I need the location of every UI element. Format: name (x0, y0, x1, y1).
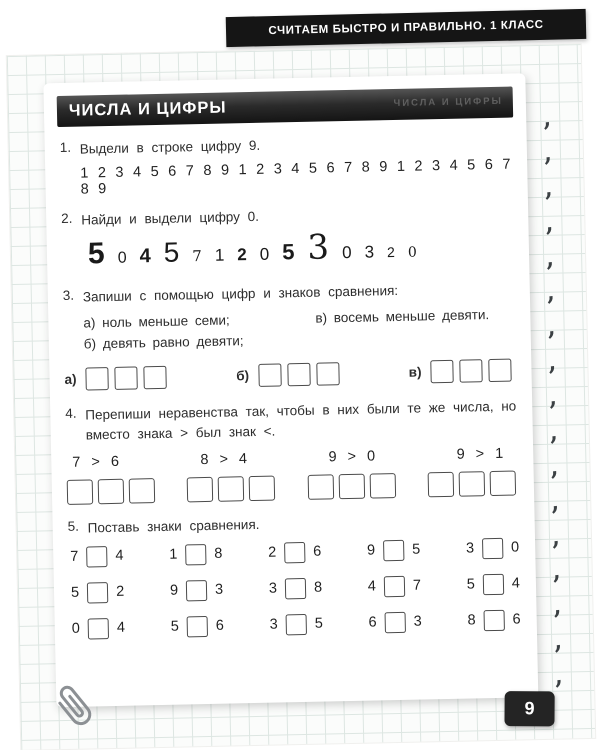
inequality (72, 454, 119, 471)
left-number: 4 (367, 578, 377, 596)
inequality (328, 449, 375, 466)
greater-sign: > (475, 446, 485, 463)
item-a-label: а) (83, 314, 96, 331)
right-number: 1 (494, 446, 504, 463)
answer-box[interactable] (86, 546, 107, 567)
comparison-item (368, 575, 422, 597)
answer-box[interactable] (490, 471, 517, 497)
comparison-item (467, 609, 521, 631)
exercise-5-number: 5. (67, 518, 80, 535)
digit-glyph: 0 (117, 249, 127, 267)
left-number: 8 (467, 612, 476, 629)
answer-box[interactable] (428, 472, 455, 498)
answer-box[interactable] (287, 363, 310, 386)
digit-glyph: 0 (341, 243, 352, 263)
digit-glyph: 4 (139, 245, 151, 268)
greater-sign: > (91, 454, 101, 471)
answer-box[interactable] (284, 542, 305, 563)
right-number: 4 (238, 451, 248, 468)
comparison-item (367, 539, 421, 561)
exercise-2-number: 2. (61, 210, 73, 226)
comparison-item (368, 611, 422, 633)
left-number: 0 (71, 621, 81, 638)
digit-glyph: 5 (87, 237, 105, 271)
answer-group (236, 362, 339, 387)
item-v-label: в) (315, 310, 328, 326)
exercise-5-grid (70, 537, 521, 639)
answer-box-group (187, 476, 276, 503)
answer-group-label: а) (64, 371, 77, 388)
item-b-text: девять равно девяти; (102, 333, 244, 352)
answer-box[interactable] (286, 614, 307, 635)
inequality (200, 451, 247, 468)
right-number: 0 (510, 539, 520, 557)
answer-box[interactable] (316, 362, 339, 385)
comparison-item (72, 618, 126, 640)
answer-box[interactable] (114, 367, 137, 390)
right-number: 4 (116, 620, 126, 637)
exercise-1-text: Выдели в строке цифру 9. (79, 137, 261, 157)
exercise-2 (61, 201, 512, 230)
comparison-item (269, 577, 323, 599)
binder-mark: , (549, 487, 561, 516)
exercise-4-inequalities (66, 446, 517, 471)
comparison-item (269, 613, 323, 635)
digit-glyph: 0 (407, 244, 417, 261)
title-ghost-print: ЧИСЛА И ЦИФРЫ (393, 95, 503, 109)
exercise-4 (65, 397, 517, 446)
answer-box-group (307, 473, 396, 500)
digit-row-ex1: 1 2 3 4 5 6 7 8 9 1 2 3 4 5 6 7 8 9 1 2 3 4 5 6 7 8 9 (80, 156, 512, 198)
comparison-item (171, 616, 225, 638)
exercise-3-item-v (315, 305, 489, 329)
left-number: 7 (72, 454, 81, 472)
right-number: 5 (412, 541, 421, 559)
answer-box[interactable] (307, 475, 334, 501)
right-number: 6 (110, 454, 120, 471)
answer-box[interactable] (483, 574, 504, 595)
binder-mark: , (547, 418, 559, 447)
answer-box[interactable] (143, 366, 166, 389)
answer-box[interactable] (249, 476, 276, 502)
book-header-bar (226, 9, 587, 47)
right-number: 2 (115, 584, 125, 601)
exercise-3-item-b (84, 331, 244, 355)
right-number: 0 (366, 448, 376, 465)
exercise-4-number: 4. (65, 405, 77, 422)
item-v-text: восемь меньше девяти. (333, 306, 490, 325)
right-number: 6 (512, 611, 521, 628)
comparison-row (70, 537, 519, 567)
grid-paper-sheet (7, 44, 595, 750)
answer-group (64, 366, 166, 391)
paperclip-icon (46, 678, 103, 740)
answer-box[interactable] (129, 478, 156, 504)
page-number-tab (504, 691, 554, 726)
right-number: 3 (413, 613, 422, 631)
digit-glyph: 5 (281, 239, 295, 265)
comparison-item (170, 580, 224, 602)
answer-box[interactable] (483, 610, 504, 631)
exercise-4-answer-boxes (67, 471, 516, 505)
binder-mark: , (548, 453, 560, 481)
left-number: 2 (268, 544, 277, 562)
right-number: 8 (214, 546, 223, 563)
left-number: 9 (328, 449, 337, 466)
answer-box[interactable] (187, 477, 214, 503)
exercise-3-text: Запиши с помощью цифр и знаков сравнения: (82, 283, 399, 305)
digit-glyph: 0 (259, 244, 270, 264)
binder-mark: , (545, 313, 557, 342)
answer-box-group (428, 471, 517, 498)
answer-box[interactable] (85, 367, 108, 390)
left-number: 9 (366, 542, 376, 560)
binder-mark: , (551, 627, 564, 656)
binder-mark: , (546, 348, 558, 377)
left-number: 9 (169, 582, 179, 600)
answer-box[interactable] (459, 359, 482, 382)
left-number: 7 (70, 549, 79, 566)
answer-box[interactable] (218, 477, 245, 503)
left-number: 3 (268, 580, 278, 598)
binder-mark: , (543, 243, 556, 272)
right-number: 6 (313, 543, 322, 561)
answer-box[interactable] (187, 616, 208, 637)
answer-box[interactable] (384, 576, 405, 597)
digit-glyph: 7 (192, 247, 203, 266)
left-number: 1 (169, 547, 178, 564)
item-b-label: б) (83, 336, 97, 352)
answer-box[interactable] (185, 544, 206, 565)
book-title: СЧИТАЕМ БЫСТРО И ПРАВИЛЬНО. 1 КЛАСС (268, 18, 544, 38)
answer-box[interactable] (186, 580, 207, 601)
binder-mark: , (540, 104, 553, 133)
worksheet-card (43, 73, 538, 707)
comparison-item (268, 541, 322, 563)
left-number: 8 (200, 452, 209, 469)
digit-glyph: 3 (364, 242, 375, 262)
left-number: 9 (456, 446, 465, 464)
answer-box[interactable] (98, 479, 125, 505)
answer-box[interactable] (369, 473, 396, 499)
right-number: 6 (215, 618, 225, 635)
answer-box[interactable] (430, 360, 453, 383)
answer-box[interactable] (67, 480, 94, 506)
comparison-item (467, 573, 521, 595)
right-number: 3 (214, 582, 224, 599)
right-number: 5 (314, 615, 323, 633)
exercise-3-answer-row (64, 359, 511, 391)
answer-box[interactable] (258, 364, 281, 387)
binder-mark: , (544, 278, 556, 307)
right-number: 4 (511, 575, 521, 592)
answer-box[interactable] (87, 582, 108, 603)
exercise-5-text: Поставь знаки сравнения. (87, 517, 260, 536)
left-number: 3 (465, 540, 475, 557)
answer-box[interactable] (459, 471, 486, 497)
answer-box[interactable] (338, 474, 365, 500)
inequality (456, 446, 503, 463)
digit-glyph: 5 (163, 236, 180, 268)
right-number: 4 (115, 548, 124, 565)
answer-box-group (67, 478, 156, 505)
digit-glyph: 2 (386, 244, 396, 261)
answer-box[interactable] (88, 618, 109, 639)
binder-mark: , (550, 557, 562, 586)
digit-glyph: 1 (214, 245, 225, 265)
page-number: 9 (524, 698, 535, 719)
exercise-5 (68, 510, 519, 539)
comparison-item (466, 537, 520, 559)
worksheet-body (44, 117, 537, 640)
binder-mark: , (549, 522, 562, 551)
answer-box[interactable] (488, 359, 511, 382)
answer-box[interactable] (383, 540, 404, 561)
binder-mark: , (551, 592, 563, 621)
comparison-item (71, 582, 125, 604)
exercise-3-number: 3. (62, 287, 75, 304)
digit-glyph: 3 (306, 227, 330, 268)
left-number: 5 (466, 576, 476, 593)
digit-row-ex2 (88, 227, 514, 276)
binder-mark: , (546, 383, 559, 412)
comparison-row (71, 573, 520, 603)
answer-group-label: б) (236, 368, 250, 384)
binder-mark: , (541, 139, 554, 168)
answer-box[interactable] (384, 612, 405, 633)
binder-mark: , (552, 662, 564, 691)
binder-marks-column (534, 104, 572, 697)
comparison-row (72, 609, 521, 639)
answer-group (408, 359, 511, 384)
exercise-1 (60, 131, 511, 160)
comparison-item (169, 544, 223, 566)
digit-glyph: 2 (237, 245, 247, 265)
answer-group-label: в) (408, 364, 422, 380)
exercise-4-text: Перепиши неравенства так, чтобы в них были те же числа, но вместо знака > был знак <. (85, 398, 517, 443)
comparison-item (70, 546, 124, 568)
binder-mark: , (542, 174, 554, 202)
left-number: 3 (269, 616, 278, 634)
left-number: 5 (170, 618, 179, 636)
greater-sign: > (347, 449, 357, 466)
answer-box[interactable] (482, 538, 503, 559)
exercise-2-text: Найди и выдели цифру 0. (81, 208, 260, 228)
item-a-text: ноль меньше семи; (102, 312, 230, 330)
right-number: 7 (412, 577, 422, 595)
exercise-1-number: 1. (59, 139, 72, 155)
binder-mark: , (543, 209, 555, 237)
page-title: ЧИСЛА И ЦИФРЫ (68, 98, 227, 120)
right-number: 8 (313, 579, 323, 597)
greater-sign: > (219, 451, 229, 469)
answer-box[interactable] (285, 578, 306, 599)
left-number: 5 (70, 585, 80, 602)
left-number: 6 (368, 614, 377, 632)
exercise-3 (63, 279, 514, 308)
